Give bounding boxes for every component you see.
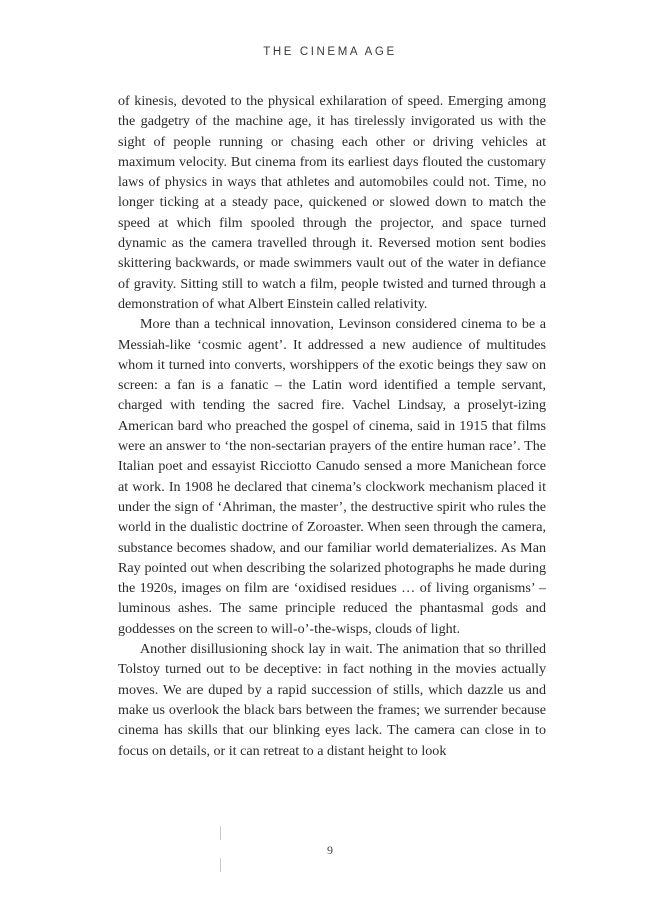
scan-artifact-mark [220,858,221,872]
paragraph: Another disillusioning shock lay in wait. The animation that so thrilled Tolstoy turned out to be deceptive: in fact nothing in the movies actually moves. We are duped by a rapid succession of stills, which dazzle us and make us overlook the black bars between the frames; we surrender because cinema has skills that our blinking eyes lack. The camera can close in to focus on details, or it can retreat to a distant height to look [118,641,546,759]
page-number: 9 [327,843,333,857]
paragraph: More than a technical innovation, Levinson considered cinema to be a Messiah-like ‘cosmic agent’. It addressed a new audience of multitudes whom it turned into converts, worshippers of the exotic beings they saw on screen: a fan is a fanatic – the Latin word identified a temple servant, charged with tending the sacred fire. Vachel Lindsay, a proselyt-izing American bard who preached the gospel of cinema, said in 1915 that films were an answer to ‘the non-sectarian prayers of the entire human race’. The Italian poet and essayist Ricciotto Canudo sensed a more Manichean force at work. In 1908 he declared that cinema’s clockwork mechanism placed it under the sign of ‘Ahriman, the master’, the destructive spirit who rules the world in the dualistic doctrine of Zoroaster. When seen through the camera, substance becomes shadow, and our familiar world dematerializes. As Man Ray pointed out when describing the solarized photographs he made during the 1920s, images on film are ‘oxidised residues … of living organisms’ – luminous ashes. The same principle reduced the phantasmal gods and goddesses on the screen to will-o’-the-wisps, clouds of light. [118,316,546,637]
scan-artifact-mark [220,826,221,840]
running-head: THE CINEMA AGE [263,46,397,58]
body-text [118,91,546,761]
paragraph: of kinesis, devoted to the physical exhilaration of speed. Emerging among the gadgetry of the machine age, it has tirelessly invigorated us with the sight of people running or chasing each other or driving vehicles at maximum velocity. But cinema from its earliest days flouted the customary laws of physics in ways that athletes and automobiles could not. Time, no longer ticking at a steady pace, quickened or slowed down to match the speed at which film spooled through the projector, and space turned dynamic as the camera travelled through it. Reversed motion sent bodies skittering backwards, or made swimmers vault out of the water in defiance of gravity. Sitting still to watch a film, people twisted and turned through a demonstration of what Albert Einstein called relativity. [118,93,546,312]
